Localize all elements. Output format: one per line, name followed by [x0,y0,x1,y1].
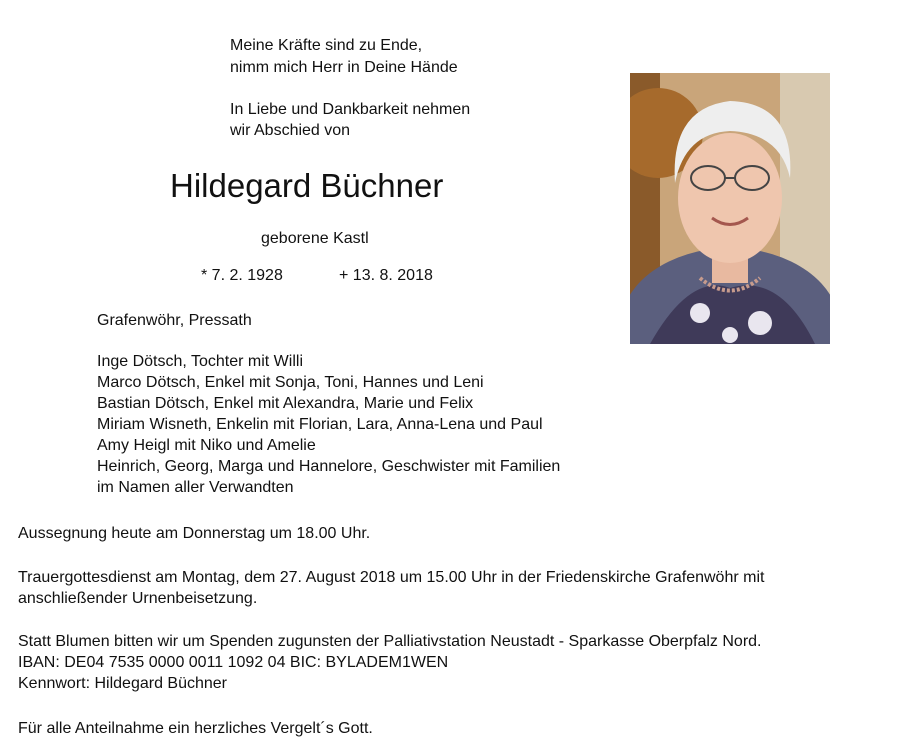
mourners-list [97,351,560,498]
donation-line: IBAN: DE04 7535 0000 0011 1092 04 BIC: BYLADEM1WEN [18,654,449,671]
mourner-line: Miriam Wisneth, Enkelin mit Florian, Lara, Anna-Lena und Paul [97,416,543,433]
donation-notice [18,631,762,694]
service-notice [18,567,764,609]
intro-line-1: In Liebe und Dankbarkeit nehmen [230,101,471,118]
mourner-line: Marco Dötsch, Enkel mit Sonja, Toni, Hannes und Leni [97,374,484,391]
deceased-name: Hildegard Büchner [170,167,444,204]
donation-line: Kennwort: Hildegard Büchner [18,675,228,692]
mourner-line: Bastian Dötsch, Enkel mit Alexandra, Marie und Felix [97,395,474,412]
service-line: anschließender Urnenbeisetzung. [18,590,258,607]
blessing-notice: Aussegnung heute am Donnerstag um 18.00 Uhr. [18,525,371,542]
thanks-line: Für alle Anteilnahme ein herzliches Vergelt´s Gott. [18,720,373,737]
mourner-line: Amy Heigl mit Niko und Amelie [97,437,316,454]
service-line: Trauergottesdienst am Montag, dem 27. August 2018 um 15.00 Uhr in der Friedenskirche Grafenwöhr mit [18,569,765,586]
intro-line-2: wir Abschied von [230,122,351,139]
death-date: + 13. 8. 2018 [339,267,433,284]
donation-line: Statt Blumen bitten wir um Spenden zugunsten der Palliativstation Neustadt - Sparkasse Oberpfalz Nord. [18,633,762,650]
birth-date: * 7. 2. 1928 [201,267,283,284]
portrait-photo [630,73,830,344]
mourner-line: Inge Dötsch, Tochter mit Willi [97,353,303,370]
maiden-name: geborene Kastl [261,230,369,247]
verse-line-2: nimm mich Herr in Deine Hände [230,59,458,76]
verse-line-1: Meine Kräfte sind zu Ende, [230,37,423,54]
places: Grafenwöhr, Pressath [97,312,252,329]
mourner-line: Heinrich, Georg, Marga und Hannelore, Geschwister mit Familien [97,458,561,475]
portrait-illustration [630,73,830,344]
mourner-line: im Namen aller Verwandten [97,479,294,496]
